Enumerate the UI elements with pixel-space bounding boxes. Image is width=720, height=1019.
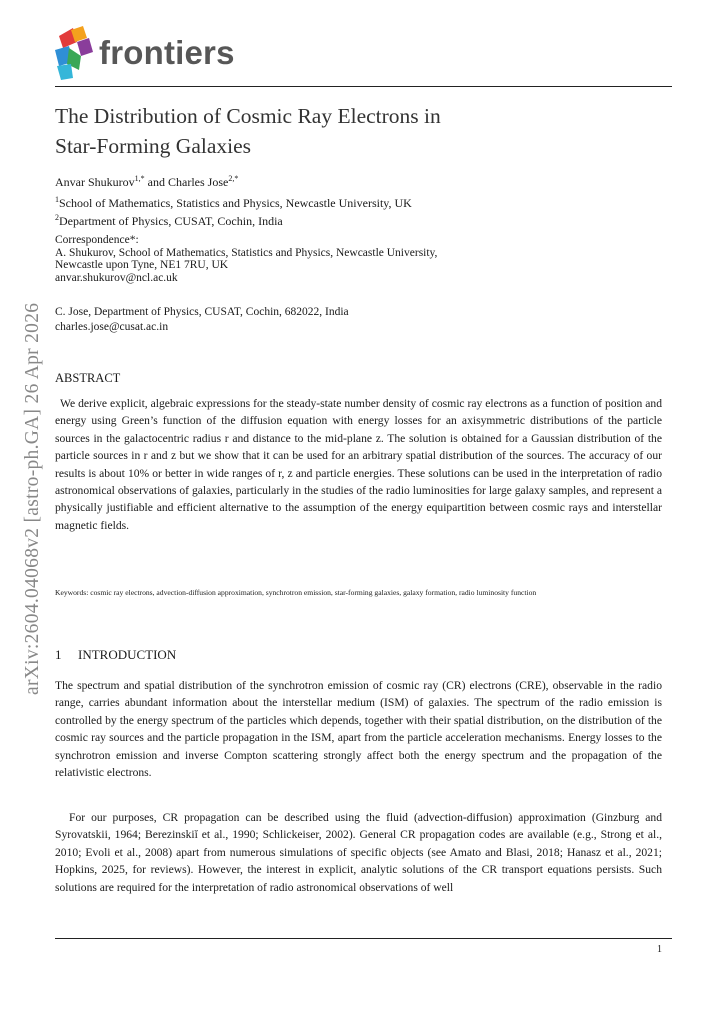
section-title: INTRODUCTION xyxy=(78,647,177,662)
author-list xyxy=(55,171,238,190)
page-number: 1 xyxy=(657,944,662,955)
author-2-affiliation: 2,* xyxy=(228,174,239,183)
keywords: Keywords: cosmic ray electrons, advection-diffusion approximation, synchrotron emission, star-forming galaxies, galaxy formation, radio luminosity function xyxy=(55,588,537,597)
affiliation-2-number: 2 xyxy=(55,213,59,222)
author-conjunction: and xyxy=(147,175,165,189)
frontiers-logo xyxy=(53,26,233,80)
author-2: Charles Jose xyxy=(168,175,229,189)
abstract-text: We derive explicit, algebraic expressions for the steady-state number density of cosmic ray electrons as a function of position and energy using Green’s function of the diffusion equation with energy losses for an axisymmetric distributions of the particle sources in the galactocentric radius r and distance to the mid-plane z. The solution is obtained for a Gaussian distribution of the particle sources in r and z but we show that it can be used for an arbitrary spatial distribution of the sources. The accuracy of our results is about 10% or better in wide ranges of r, z and particle energies. These solutions can be used in the interpretation of radio astronomical observations of galaxies, particularly in the studies of the radio luminosities for large galaxy samples, and represent a physically justifiable and efficient alternative to the assumption of the energy equipartition between cosmic rays and interstellar magnetic fields. xyxy=(55,397,662,532)
author-1: Anvar Shukurov xyxy=(55,175,135,189)
correspondence-block xyxy=(55,234,665,284)
affiliation-1 xyxy=(55,192,412,211)
section-heading xyxy=(55,647,176,663)
title-line-1: The Distribution of Cosmic Ray Electrons in xyxy=(55,104,441,128)
affiliation-2-text: Department of Physics, CUSAT, Cochin, India xyxy=(59,214,283,228)
affiliation-1-number: 1 xyxy=(55,195,59,204)
section-number: 1 xyxy=(55,647,62,662)
affiliation-2 xyxy=(55,210,283,229)
frontiers-logo-mark-icon xyxy=(53,26,97,80)
title-line-2: Star-Forming Galaxies xyxy=(55,134,252,158)
intro-paragraph-2: For our purposes, CR propagation can be described using the fluid (advection-diffusion) approximation (Ginzburg and Syrovatskii, 1964; Berezinskiĭ et al., 1990; Schlickeiser, 2002). General CR propagation codes are available (e.g., Strong et al., 2010; Evoli et al., 2008) apart from numerous simulations of specific objects (see Amato and Blasi, 2018; Hanasz et al., 2021; Hopkins, 2025, for reviews). However, the interest in explicit, analytic solutions of the CR transport equations persists. Such solutions are required for the interpretation of radio astronomical observations of well xyxy=(55,811,662,894)
correspondence-address-3: C. Jose, Department of Physics, CUSAT, Cochin, 682022, India xyxy=(55,306,349,318)
arxiv-identifier: arXiv:2604.04068v2 [astro-ph.GA] 26 Apr 2026 xyxy=(22,302,43,695)
header-rule xyxy=(55,86,672,87)
correspondence-address-2: Newcastle upon Tyne, NE1 7RU, UK xyxy=(55,259,229,271)
paper-title xyxy=(55,101,655,161)
affiliation-1-text: School of Mathematics, Statistics and Physics, Newcastle University, UK xyxy=(59,196,412,210)
correspondence-label: Correspondence*: xyxy=(55,234,139,246)
abstract-heading: ABSTRACT xyxy=(55,371,121,385)
footer-rule xyxy=(55,938,672,939)
frontiers-wordmark: frontiers xyxy=(99,34,235,71)
correspondence-address-1: A. Shukurov, School of Mathematics, Statistics and Physics, Newcastle University, xyxy=(55,246,438,259)
author-1-affiliation: 1,* xyxy=(134,174,145,183)
intro-paragraph-1: The spectrum and spatial distribution of the synchrotron emission of cosmic ray (CR) electrons (CRE), observable in the radio range, carries abundant information about the interstellar medium (ISM) of galaxies. The spectrum of the radio emission is controlled by the energy spectrum of the particles which depends, together with their spatial distribution, on the distribution of the cosmic ray sources and the particle propagation in the ISM, apart from the particle acceleration mechanisms. Energy losses to the synchrotron emission and inverse Compton scattering strongly affect both the energy spectrum and the propagation of the relativistic electrons. xyxy=(55,679,662,780)
correspondence-email-2: charles.jose@cusat.ac.in xyxy=(55,320,169,333)
correspondence-block-2 xyxy=(55,305,665,334)
correspondence-email-1: anvar.shukurov@ncl.ac.uk xyxy=(55,271,178,284)
